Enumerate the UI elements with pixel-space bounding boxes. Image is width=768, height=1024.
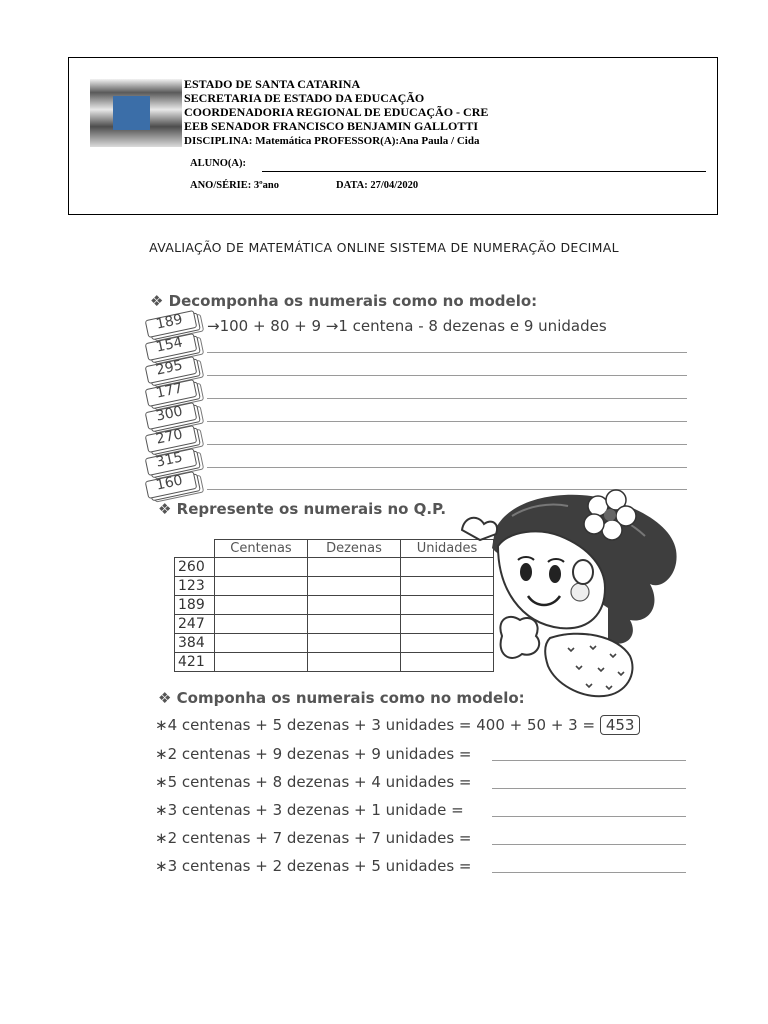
row-number: 260	[175, 558, 215, 577]
answer-line[interactable]	[207, 352, 687, 353]
answer-line[interactable]	[492, 872, 686, 873]
numeral-card: 295	[146, 361, 200, 381]
header-school: EEB SENADOR FRANCISCO BENJAMIN GALLOTTI	[184, 119, 479, 133]
answer-line[interactable]	[207, 467, 687, 468]
row-number: 189	[175, 596, 215, 615]
girl-illustration	[440, 488, 690, 703]
aluno-name-field[interactable]	[262, 171, 706, 172]
cell-centenas[interactable]	[215, 615, 308, 634]
row-number: 123	[175, 577, 215, 596]
cell-centenas[interactable]	[215, 577, 308, 596]
aluno-label: ALUNO(A):	[190, 158, 246, 169]
compose-item: ∗5 centenas + 8 dezenas + 4 unidades =	[155, 773, 472, 791]
answer-line[interactable]	[207, 444, 687, 445]
cell-dezenas[interactable]	[308, 577, 401, 596]
cell-centenas[interactable]	[215, 596, 308, 615]
numeral-card: 189	[146, 315, 200, 335]
section3-instruction: ❖ Componha os numerais como no modelo:	[158, 689, 525, 707]
numeral-card: 315	[146, 453, 200, 473]
table-corner	[175, 540, 215, 558]
section2-instruction: ❖ Represente os numerais no Q.P.	[158, 500, 447, 518]
data-date: DATA: 27/04/2020	[336, 180, 419, 191]
compose-item: ∗2 centenas + 9 dezenas + 9 unidades =	[155, 745, 472, 763]
answer-line[interactable]	[207, 398, 687, 399]
answer-line[interactable]	[492, 788, 686, 789]
school-logo	[90, 79, 182, 147]
cell-dezenas[interactable]	[308, 653, 401, 672]
answer-line[interactable]	[207, 375, 687, 376]
cell-dezenas[interactable]	[308, 615, 401, 634]
cell-dezenas[interactable]	[308, 596, 401, 615]
cell-centenas[interactable]	[215, 558, 308, 577]
cell-centenas[interactable]	[215, 653, 308, 672]
header-unidades: Unidades	[401, 540, 494, 558]
page-title: AVALIAÇÃO DE MATEMÁTICA ONLINE SISTEMA DE NUMERAÇÃO DECIMAL	[149, 240, 619, 255]
header-dezenas: Dezenas	[308, 540, 401, 558]
compose-item: ∗3 centenas + 3 dezenas + 1 unidade =	[155, 801, 464, 819]
header-centenas: Centenas	[215, 540, 308, 558]
answer-line[interactable]	[207, 421, 687, 422]
example-answer-box: 453	[600, 715, 641, 735]
answer-line[interactable]	[492, 844, 686, 845]
header-secretaria: SECRETARIA DE ESTADO DA EDUCAÇÃO	[184, 91, 425, 105]
row-number: 421	[175, 653, 215, 672]
compose-item: ∗2 centenas + 7 dezenas + 7 unidades =	[155, 829, 472, 847]
section1-example: →100 + 80 + 9 →1 centena - 8 dezenas e 9 unidades	[207, 317, 607, 335]
compose-item: ∗3 centenas + 2 dezenas + 5 unidades =	[155, 857, 472, 875]
numeral-card: 160	[146, 476, 200, 496]
numeral-card: 154	[146, 338, 200, 358]
answer-line[interactable]	[492, 816, 686, 817]
row-number: 247	[175, 615, 215, 634]
numeral-card: 177	[146, 384, 200, 404]
logo-square	[113, 96, 150, 130]
cell-dezenas[interactable]	[308, 634, 401, 653]
compose-example	[155, 716, 640, 734]
cell-centenas[interactable]	[215, 634, 308, 653]
cell-dezenas[interactable]	[308, 558, 401, 577]
ano-serie: ANO/SÉRIE: 3ºano	[190, 180, 279, 191]
row-number: 384	[175, 634, 215, 653]
answer-line[interactable]	[492, 760, 686, 761]
numeral-card: 270	[146, 430, 200, 450]
header-discipline: DISCIPLINA: Matemática PROFESSOR(A):Ana Paula / Cida	[184, 135, 480, 147]
header-state: ESTADO DE SANTA CATARINA	[184, 77, 361, 91]
section1-instruction: ❖ Decomponha os numerais como no modelo:	[150, 292, 538, 310]
compose-example-text: ∗4 centenas + 5 dezenas + 3 unidades = 400 + 50 + 3 =	[155, 716, 596, 734]
numeral-card: 300	[146, 407, 200, 427]
header-coordenadoria: COORDENADORIA REGIONAL DE EDUCAÇÃO - CRE	[184, 105, 489, 119]
